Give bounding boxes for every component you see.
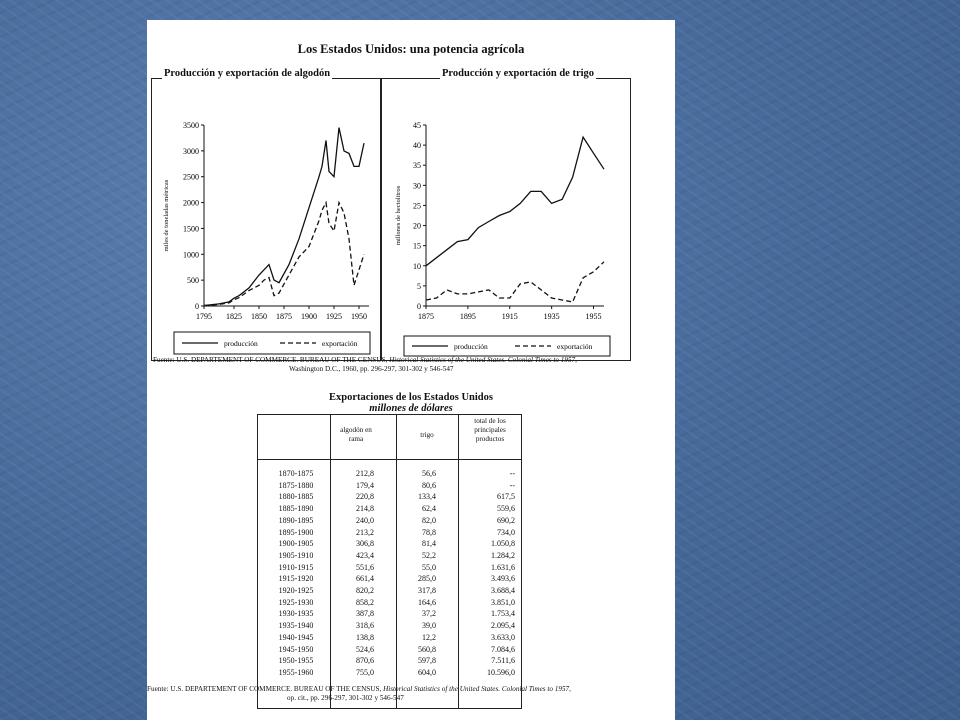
production-series-line: [426, 137, 604, 266]
wheat-cell: 78,8: [422, 527, 436, 537]
table-row: [258, 515, 521, 527]
y-axis-label: miles de toneladas métricas: [163, 179, 170, 252]
total-cell: 3.688,4: [491, 586, 515, 595]
period-cell: 1875-1880: [278, 480, 314, 490]
total-cell: 559,6: [497, 504, 515, 514]
y-tick-label: 10: [413, 261, 421, 271]
wheat-cell: 56,6: [422, 469, 436, 478]
legend-label: producción: [454, 342, 488, 351]
page-title: Los Estados Unidos: una potencia agrícola: [297, 42, 525, 56]
table-row: [258, 480, 521, 492]
y-tick-label: 3000: [183, 146, 199, 156]
wheat-cell: 164,6: [418, 597, 436, 607]
x-tick-label: 1895: [459, 312, 476, 321]
y-tick-label: 45: [413, 121, 421, 130]
y-tick-label: 20: [413, 221, 421, 231]
period-cell: 1885-1890: [278, 504, 314, 514]
table-row: [258, 655, 521, 667]
y-tick-label: 0: [195, 302, 199, 311]
header-wheat: trigo: [420, 431, 434, 439]
cotton-cell: 387,8: [356, 609, 374, 619]
period-cell: 1905-1910: [278, 550, 314, 560]
x-tick-label: 1900: [301, 312, 317, 321]
table-subtitle: millones de dólares: [369, 403, 453, 414]
y-tick-label: 3500: [183, 121, 199, 130]
y-tick-label: 500: [187, 276, 199, 286]
cotton-cell: 214,8: [356, 504, 374, 514]
wheat-chart-title: Producción y exportación de trigo: [442, 68, 595, 79]
wheat-cell: 597,8: [418, 656, 436, 666]
y-tick-label: 30: [413, 181, 421, 191]
cotton-cell: 820,2: [356, 586, 374, 595]
cotton-cell: 661,4: [356, 574, 374, 584]
export-series-line: [204, 203, 364, 306]
table-row: [258, 550, 521, 562]
cotton-cell: 212,8: [356, 469, 374, 478]
total-cell: --: [509, 480, 515, 490]
source-text: U.S. DEPARTEMENT OF COMMERCE. BUREAU OF THE CENSUS,: [176, 356, 390, 364]
export-series-line: [426, 262, 604, 302]
header-total: total de los principales productos: [474, 417, 506, 443]
y-tick-label: 0: [417, 302, 421, 311]
cotton-cell: 870,6: [356, 656, 374, 666]
y-tick-label: 25: [413, 201, 421, 211]
cotton-chart-title: Producción y exportación de algodón: [164, 68, 331, 79]
x-tick-label: 1875: [276, 312, 292, 321]
source-line2: op. cit., pp. 296-297, 301-302 y 546-547: [287, 694, 404, 702]
total-cell: 3.633,0: [491, 632, 515, 642]
total-cell: 690,2: [497, 515, 515, 525]
table-row: [258, 597, 521, 609]
wheat-cell: 52,2: [422, 550, 436, 560]
x-tick-label: 1875: [418, 312, 434, 321]
x-tick-label: 1935: [543, 312, 560, 321]
total-cell: 617,5: [497, 492, 515, 502]
legend-label: exportación: [557, 342, 593, 351]
table-row: [258, 538, 521, 550]
header-cotton: algodón en rama: [340, 426, 372, 443]
source-text: U.S. DEPARTEMENT OF COMMERCE. BUREAU OF THE CENSUS,: [170, 685, 384, 693]
wheat-cell: 62,4: [422, 504, 436, 514]
wheat-cell: 82,0: [422, 515, 436, 525]
wheat-chart-svg: [382, 79, 630, 360]
period-cell: 1890-1895: [278, 515, 314, 525]
wheat-cell: 80,6: [422, 480, 436, 490]
cotton-cell: 318,6: [356, 621, 374, 631]
source-italic: Historical Statistics of the United States. Colonial Times to 1957,: [383, 685, 571, 693]
legend-label: producción: [224, 339, 258, 348]
total-cell: 1.284,2: [491, 550, 515, 560]
cotton-cell: 755,0: [356, 667, 374, 677]
source-note-bottom: [147, 685, 571, 703]
total-cell: 2.095,4: [491, 621, 515, 631]
cotton-cell: 524,6: [356, 644, 374, 654]
wheat-cell: 37,2: [422, 609, 436, 619]
cotton-chart-svg: [152, 79, 380, 360]
y-tick-label: 1500: [183, 224, 199, 234]
x-tick-label: 1955: [585, 312, 602, 321]
cotton-cell: 220,8: [356, 492, 374, 502]
y-axis-label: millones de hectolitros: [395, 185, 402, 246]
table-row: [258, 573, 521, 585]
period-cell: 1910-1915: [278, 562, 314, 572]
table-row: [258, 585, 521, 597]
source-line2: Washington D.C., 1960, pp. 296-297, 301-302 y 546-547: [289, 365, 454, 373]
total-cell: 7.511,6: [491, 656, 515, 666]
source-italic: Historical Statistics of the United States. Colonial Times to 1957,: [389, 356, 577, 364]
table-title: Exportaciones de los Estados Unidos: [329, 392, 493, 403]
table-row: [258, 620, 521, 632]
exports-table: [257, 414, 522, 709]
period-cell: 1900-1905: [278, 539, 314, 549]
y-tick-label: 40: [413, 141, 421, 151]
x-tick-label: 1850: [251, 312, 267, 321]
total-cell: --: [509, 469, 515, 478]
source-label: Fuente:: [153, 356, 175, 364]
period-cell: 1945-1950: [278, 644, 314, 654]
cotton-cell: 858,2: [356, 597, 374, 607]
wheat-cell: 604,0: [418, 667, 436, 677]
period-cell: 1930-1935: [278, 609, 314, 619]
wheat-chart: [381, 68, 631, 361]
y-tick-label: 2000: [183, 198, 199, 208]
total-cell: 3.493,6: [491, 574, 515, 584]
period-cell: 1870-1875: [278, 469, 314, 478]
period-cell: 1925-1930: [278, 597, 314, 607]
wheat-cell: 133,4: [418, 492, 436, 502]
total-cell: 1.631,6: [491, 562, 515, 572]
period-cell: 1915-1920: [278, 574, 314, 584]
total-cell: 734,0: [497, 527, 515, 537]
y-tick-label: 35: [413, 161, 421, 171]
table-row: [258, 491, 521, 503]
y-tick-label: 15: [413, 241, 421, 251]
period-cell: 1935-1940: [278, 621, 314, 631]
wheat-cell: 55,0: [422, 562, 436, 572]
wheat-cell: 12,2: [422, 632, 436, 642]
y-tick-label: 2500: [183, 172, 199, 182]
cotton-cell: 138,8: [356, 632, 374, 642]
x-tick-label: 1915: [501, 312, 518, 321]
table-row: [258, 503, 521, 515]
cotton-cell: 213,2: [356, 527, 374, 537]
source-label: Fuente:: [147, 685, 169, 693]
table-row: [258, 527, 521, 539]
table-row: [258, 608, 521, 620]
wheat-cell: 39,0: [422, 621, 436, 631]
total-cell: 1.050,8: [491, 539, 515, 549]
period-cell: 1950-1955: [278, 656, 314, 666]
y-tick-label: 5: [417, 281, 421, 291]
cotton-chart: [151, 68, 381, 361]
document-page: [147, 20, 675, 720]
period-cell: 1940-1945: [278, 632, 314, 642]
period-cell: 1955-1960: [278, 667, 314, 677]
legend-label: exportación: [322, 339, 358, 348]
total-cell: 3.851,0: [491, 597, 515, 607]
wheat-cell: 560,8: [418, 644, 436, 654]
table-row: [258, 644, 521, 656]
cotton-cell: 423,4: [356, 550, 374, 560]
period-cell: 1920-1925: [278, 586, 314, 595]
x-tick-label: 1925: [326, 312, 342, 321]
total-cell: 1.753,4: [491, 609, 515, 619]
table-row: [258, 632, 521, 644]
source-note-top: [153, 356, 577, 374]
x-tick-label: 1795: [196, 312, 212, 321]
x-tick-label: 1950: [351, 312, 367, 321]
wheat-cell: 81,4: [422, 539, 436, 549]
y-tick-label: 1000: [183, 250, 199, 260]
period-cell: 1895-1900: [278, 527, 314, 537]
cotton-cell: 306,8: [356, 539, 374, 549]
total-cell: 7.084,6: [491, 644, 515, 654]
wheat-cell: 285,0: [418, 574, 436, 584]
table-row: [258, 667, 521, 679]
total-cell: 10.596,0: [487, 667, 515, 677]
cotton-cell: 551,6: [356, 562, 374, 572]
period-cell: 1880-1885: [278, 492, 314, 502]
table-row: [258, 468, 521, 480]
cotton-cell: 179,4: [356, 480, 374, 490]
wheat-cell: 317,8: [418, 586, 436, 595]
production-series-line: [204, 128, 364, 306]
cotton-cell: 240,0: [356, 515, 374, 525]
table-row: [258, 562, 521, 574]
header-separator: [258, 459, 521, 460]
x-tick-label: 1825: [226, 312, 242, 321]
